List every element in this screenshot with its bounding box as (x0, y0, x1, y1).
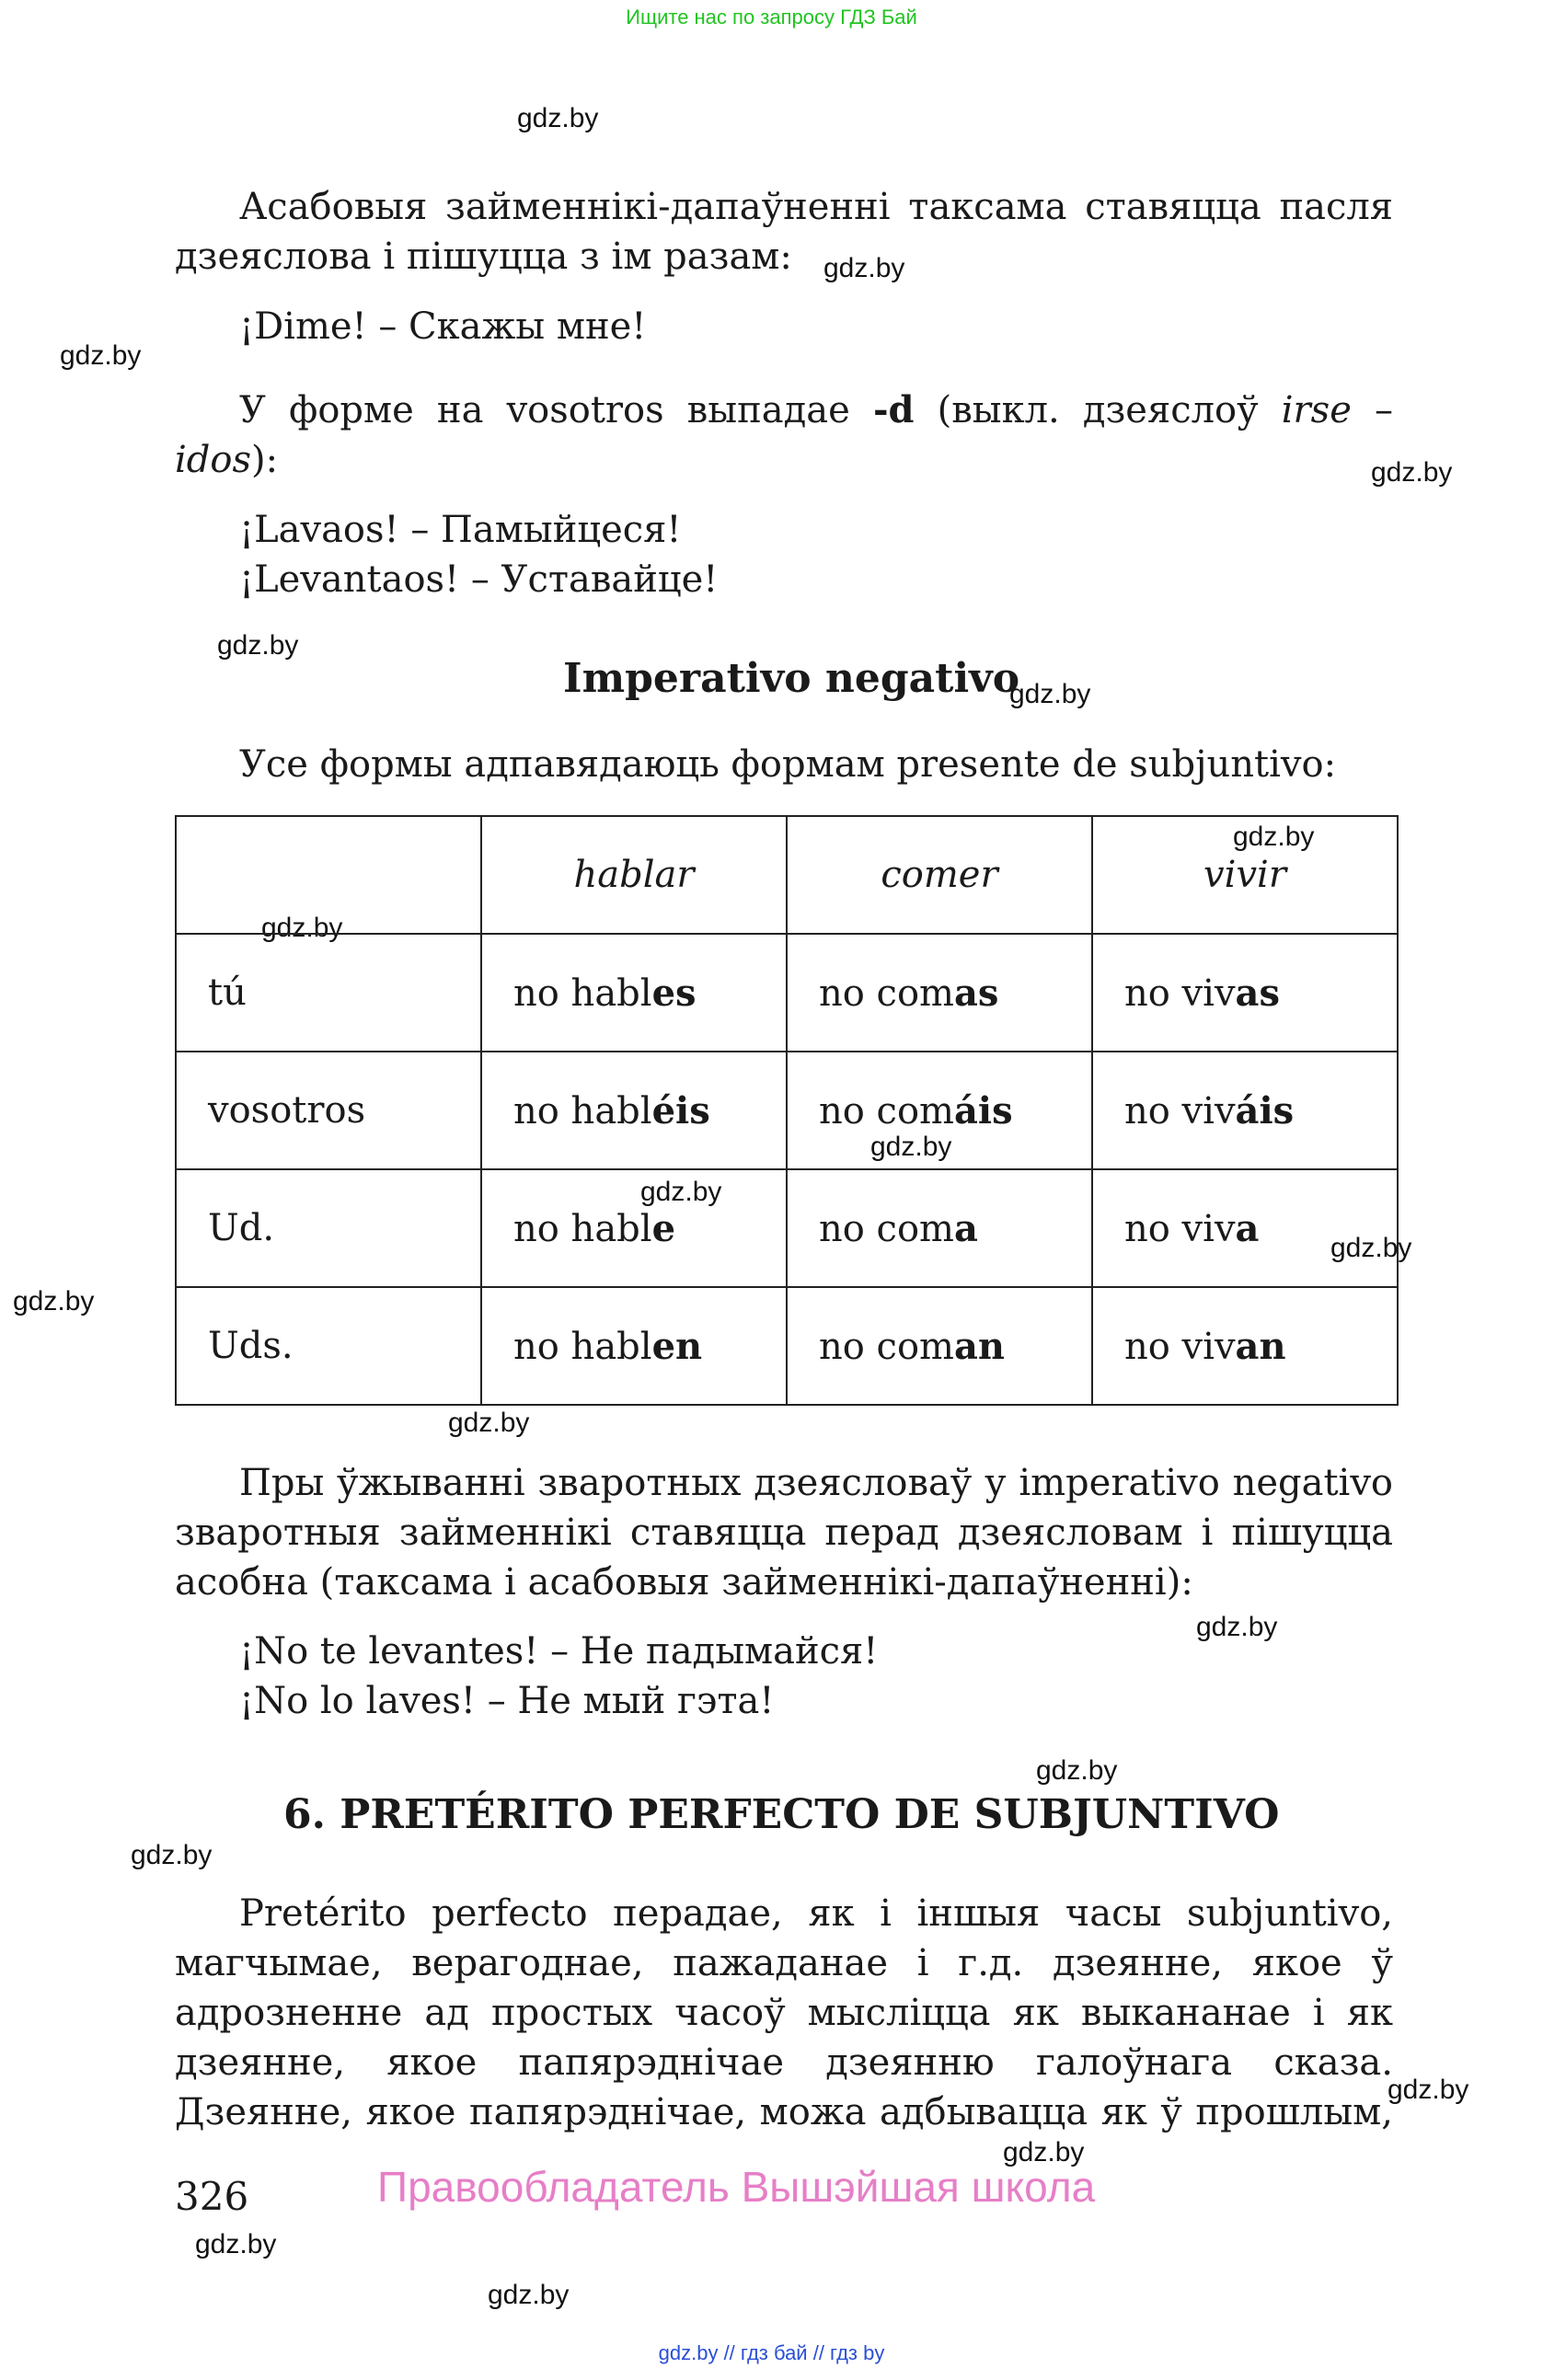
paragraph-presente-subjuntivo: Усе формы адпавядаюць формам presente de subjuntivo: (239, 743, 1337, 786)
pronoun-cell: tú (176, 934, 481, 1052)
verb-cell: no coman (787, 1287, 1092, 1405)
watermark: gdz.by (1233, 822, 1315, 852)
heading-preterito-perfecto: 6. PRETÉRITO PERFECTO DE SUBJUNTIVO (283, 1791, 1280, 1838)
watermark: gdz.by (1388, 2075, 1469, 2105)
table-header-cell: comer (787, 816, 1092, 934)
table-header-cell (176, 816, 481, 934)
conjugation-table (175, 815, 1399, 1406)
paragraph-reflexive-verbs: Пры ўжыванні зваротных дзеясловаў у imperativo negativo зваротныя займеннікі ставяцца перад дзеясловам і пішуцца асобна (таксама і асабовыя займеннікі-дапаўненні): (175, 1462, 1393, 1604)
top-search-link[interactable]: Ищите нас по запросу ГДЗ Бай (626, 6, 917, 29)
example-no-lo-laves: ¡No lo laves! – Не мый гэта! (239, 1680, 775, 1722)
watermark: gdz.by (1009, 679, 1091, 709)
watermark: gdz.by (1003, 2137, 1085, 2167)
table-header-cell: hablar (481, 816, 787, 934)
watermark: gdz.by (488, 2280, 570, 2310)
watermark: gdz.by (1371, 457, 1453, 488)
verb-cell: no coma (787, 1169, 1092, 1287)
table-row (176, 1169, 1398, 1287)
verb-cell: no habléis (481, 1052, 787, 1169)
copyright-notice: Правообладатель Вышэйшая школа (377, 2163, 1096, 2211)
watermark: gdz.by (195, 2229, 277, 2259)
paragraph-vosotros-form: У форме на vosotros выпадае -d (выкл. дзеяслоў irse – idos): (175, 388, 1394, 481)
verb-cell: no vivas (1092, 934, 1398, 1052)
watermark: gdz.by (1036, 1755, 1118, 1786)
verb-cell: no hables (481, 934, 787, 1052)
verb-cell: no vivan (1092, 1287, 1398, 1405)
table-header-cell: vivir (1092, 816, 1398, 934)
pronoun-cell: Ud. (176, 1169, 481, 1287)
watermark: gdz.by (448, 1408, 530, 1438)
verb-cell: no viváis (1092, 1052, 1398, 1169)
pronoun-cell: Uds. (176, 1287, 481, 1405)
example-lavaos: ¡Lavaos! – Памыйцеся! (239, 509, 682, 551)
verb-cell: no hablen (481, 1287, 787, 1405)
watermark: gdz.by (640, 1177, 722, 1207)
heading-imperativo-negativo: Imperativo negativo (563, 655, 1020, 702)
table-header-row (176, 816, 1398, 934)
verb-cell: no viva (1092, 1169, 1398, 1287)
pronoun-cell: vosotros (176, 1052, 481, 1169)
verb-cell: no hable (481, 1169, 787, 1287)
watermark: gdz.by (517, 103, 599, 133)
example-levantaos: ¡Levantaos! – Уставайце! (239, 558, 719, 601)
page-number: 326 (175, 2174, 249, 2219)
watermark: gdz.by (13, 1286, 95, 1316)
verb-cell: no comáis (787, 1052, 1092, 1169)
table-row (176, 1052, 1398, 1169)
bottom-links[interactable]: gdz.by // гдз бай // гдз by (658, 2341, 885, 2364)
table-row (176, 1287, 1398, 1405)
paragraph-preterito-perfecto: Pretérito perfecto перадае, як і іншыя часы subjuntivo, магчымае, верагоднае, пажаданае і г.д. дзеянне, якое ў адрозненне ад простых часоў мысліцца як выкананае і як дзеянне, якое папярэднічае дзеянню галоўнага сказа. Дзеянне, якое папярэднічае, можа адбывацца як ў прошлым, (175, 1892, 1393, 2133)
watermark: gdz.by (217, 630, 299, 661)
watermark: gdz.by (261, 913, 343, 943)
watermark: gdz.by (131, 1840, 213, 1870)
watermark: gdz.by (823, 253, 905, 283)
watermark: gdz.by (870, 1132, 952, 1162)
table-row (176, 934, 1398, 1052)
example-dime: ¡Dime! – Скажы мне! (239, 305, 647, 348)
example-no-te-levantes: ¡No te levantes! – Не падымайся! (239, 1630, 879, 1673)
paragraph-personal-pronouns: Асабовыя займеннікі-дапаўненні таксама ставяцца пасля дзеяслова і пішуцца з ім разам: (175, 186, 1393, 278)
watermark: gdz.by (1196, 1612, 1278, 1642)
watermark: gdz.by (1330, 1233, 1412, 1263)
watermark: gdz.by (60, 340, 142, 371)
verb-cell: no comas (787, 934, 1092, 1052)
